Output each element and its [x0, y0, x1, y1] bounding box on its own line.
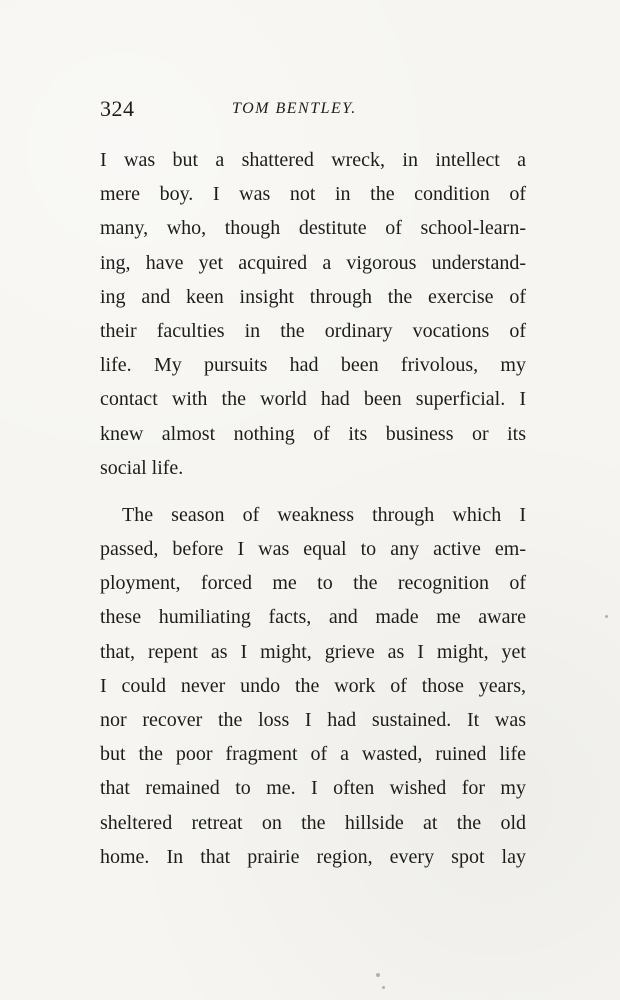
text-line: I was but a shattered wreck, in intellect a [100, 149, 526, 171]
text-line: but the poor fragment of a wasted, ruined life [100, 743, 526, 766]
text-line: many, who, though destitute of school-learn- [100, 217, 526, 240]
text-line: that, repent as I might, grieve as I might, yet [100, 640, 526, 663]
print-speck [605, 615, 608, 618]
text-line: I could never undo the work of those years, [100, 674, 526, 697]
text-line: life. My pursuits had been frivolous, my [100, 354, 526, 377]
print-speck [382, 986, 385, 989]
text-line: home. In that prairie region, every spot lay [100, 845, 526, 868]
text-line: ployment, forced me to the recognition of [100, 572, 526, 595]
text-line: ing, have yet acquired a vigorous understand- [100, 251, 526, 274]
text-line: contact with the world had been superficial. I [100, 388, 526, 411]
text-line: that remained to me. I often wished for my [100, 777, 526, 800]
paragraph [100, 498, 526, 874]
text-line: mere boy. I was not in the condition of [100, 183, 526, 206]
text-line: passed, before I was equal to any active em- [100, 538, 526, 561]
page-number: 324 [100, 96, 135, 121]
text-line: their faculties in the ordinary vocations of [100, 319, 526, 342]
text-line: sheltered retreat on the hillside at the old [100, 811, 526, 834]
text-line: knew almost nothing of its business or its [100, 422, 526, 445]
print-speck [292, 396, 294, 398]
paragraph-gap [100, 485, 526, 498]
text-line: The season of weakness through which I [122, 503, 526, 526]
text-line: ing and keen insight through the exercise of [100, 285, 526, 308]
text-line: these humiliating facts, and made me aware [100, 606, 526, 629]
text-line: nor recover the loss I had sustained. It was [100, 709, 526, 731]
text-line: social life. [100, 456, 184, 479]
body-text [100, 143, 526, 874]
running-head [100, 96, 526, 126]
running-title: TOM BENTLEY. [232, 100, 357, 117]
paragraph [100, 143, 526, 485]
print-speck [376, 973, 380, 977]
